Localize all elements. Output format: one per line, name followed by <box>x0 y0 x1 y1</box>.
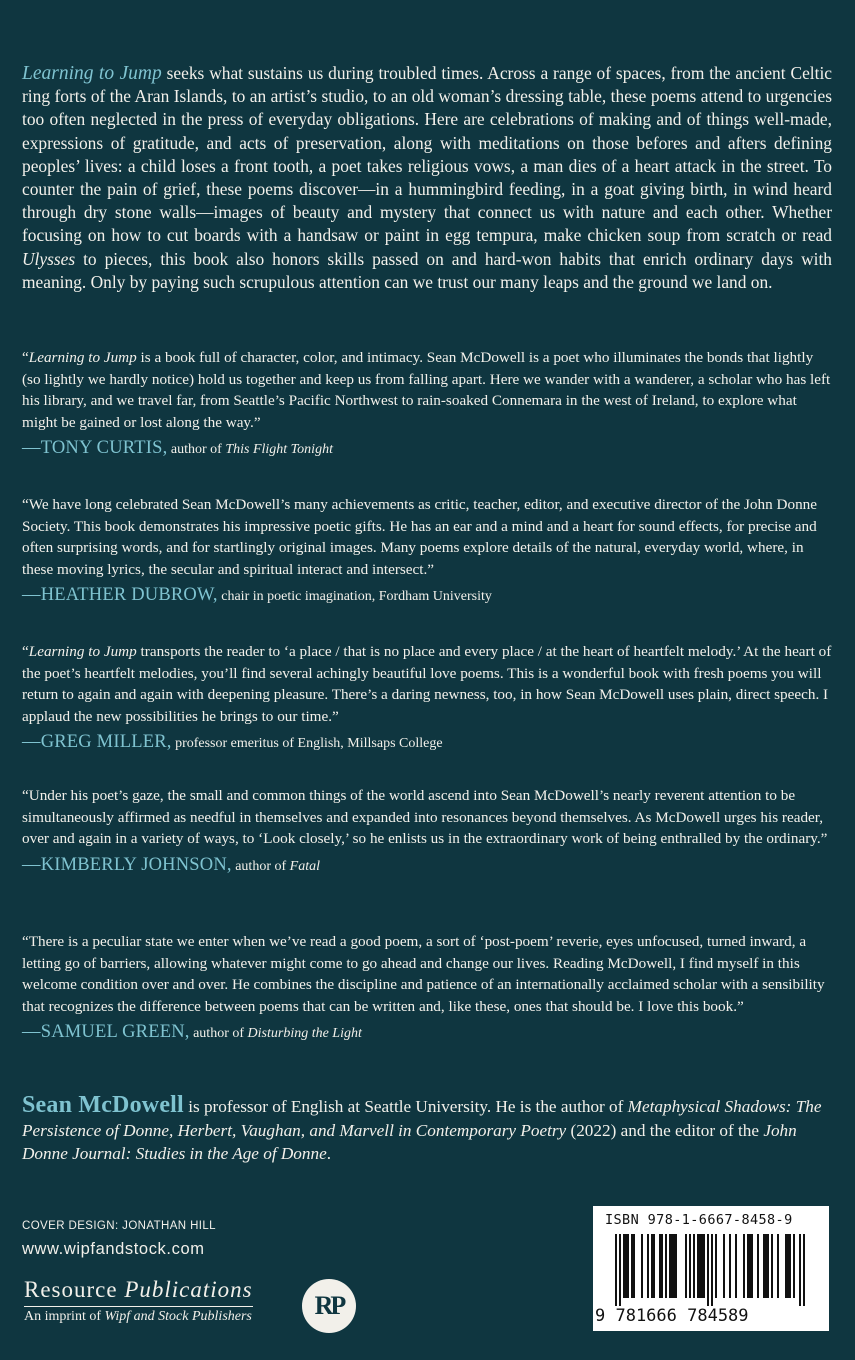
publisher-name-a: Resource <box>24 1277 125 1302</box>
reviewer-name: —HEATHER DUBROW, <box>22 585 218 606</box>
bio-work-1: Metaphysical Shadows: The Persistence of Donne, Herbert, Vaughan, and Marvell in Contemporary Poetry <box>22 1097 822 1140</box>
barcode-bar <box>647 1234 649 1298</box>
reviewer-role: chair in poetic imagination, Fordham University <box>217 589 492 605</box>
review-attribution <box>22 585 832 608</box>
barcode-bar <box>803 1234 805 1306</box>
publisher-block <box>24 1277 253 1325</box>
publisher-name <box>24 1277 253 1307</box>
review-quote <box>22 641 832 727</box>
barcode-bars <box>603 1234 819 1306</box>
barcode-bar <box>661 1234 663 1298</box>
quote-open: “ <box>22 349 29 366</box>
review-samuel-green <box>22 931 832 1045</box>
barcode-bar <box>675 1234 677 1298</box>
barcode-bar <box>633 1234 635 1298</box>
barcode-bar <box>615 1234 617 1306</box>
barcode-bar <box>757 1234 759 1298</box>
barcode-bar <box>669 1234 671 1298</box>
review-tony-curtis <box>22 347 832 461</box>
barcode-bar <box>765 1234 767 1298</box>
review-attribution <box>22 1022 832 1045</box>
barcode-bar <box>671 1234 673 1298</box>
barcode-bar <box>631 1234 633 1298</box>
quote-text: transports the reader to ‘a place / that is no place and every place / at the heart of heartfelt melody.’ At the heart of the poet’s heartfelt melodies, you’ll find several achingly beautiful love poems. This is a wonderful book with fresh poems you will return to again and again with deepening pleasure. There’s a daring newness, too, in how Sean McDowell uses plain, direct speech. I applaud the new possibilities he brings to our time.” <box>22 643 832 725</box>
quote-book-title: Learning to Jump <box>28 349 137 366</box>
reviewer-role: author of <box>231 858 290 874</box>
isbn-label: ISBN 978-1-6667-8458-9 <box>605 1212 793 1228</box>
review-quote <box>22 785 832 850</box>
author-name: Sean McDowell <box>22 1092 184 1118</box>
imprint-text: An imprint of <box>24 1309 105 1324</box>
barcode-bar <box>789 1234 791 1298</box>
barcode-bar <box>641 1234 643 1298</box>
cover-design-credit: COVER DESIGN: JONATHAN HILL <box>22 1220 216 1232</box>
barcode-bar <box>707 1234 709 1306</box>
bio-text-1: is professor of English at Seattle University. He is the author of <box>183 1097 628 1116</box>
reviewer-name: —KIMBERLY JOHNSON, <box>22 854 232 875</box>
barcode-bar <box>771 1234 773 1298</box>
blurb-text-1: seeks what sustains us during troubled times. Across a range of spaces, from the ancient Celtic ring forts of the Aran Islands, to an artist’s studio, to an old woman’s dressing table, these poems attend to urgencies too often neglected in the press of everyday obligations. Here are celebrations of making and of things well-made, expressions of gratitude, and acts of preservation, along with meditations on those befores and afters defining peoples’ lives: a child loses a front tooth, a poet takes religious vows, a man dies of a heart attack in the street. To counter the pain of grief, these poems discover—in a hummingbird feeding, in a goat giving birth, in wind heard through dry stone walls—images of beauty and mystery that connect us with nature and each other. Whether focusing on how to cut boards with a handsaw or paint in egg tempura, make chicken soup from scratch or read <box>22 63 832 246</box>
reviewer-role: author of <box>189 1026 248 1042</box>
bio-text-2: (2022) and the editor of the <box>566 1120 764 1140</box>
ean-digits: 9 781666 784589 <box>595 1306 749 1326</box>
publisher-logo-icon: RP <box>302 1279 356 1333</box>
review-heather-dubrow <box>22 494 832 608</box>
reviewer-work: This Flight Tonight <box>225 442 333 458</box>
bio-text-3: . <box>326 1144 332 1163</box>
review-quote <box>22 494 832 580</box>
blurb-ulysses: Ulysses <box>22 248 76 269</box>
barcode-bar <box>785 1234 787 1298</box>
barcode-bar <box>673 1234 675 1298</box>
barcode-bar <box>787 1234 789 1298</box>
barcode-bar <box>763 1234 765 1298</box>
barcode-bar <box>697 1234 699 1298</box>
barcode-bar <box>701 1234 703 1298</box>
quote-text: “We have long celebrated Sean McDowell’s many achievements as critic, teacher, editor, and executive director of the John Donne Society. This book demonstrates his impressive poetic gifts. He has an ear and a mind and a heart for sound effects, for precise and often surprising words, and for startlingly original images. Many poems explore details of the natural, everyday world, where, in these moving lyrics, the secular and spiritual interact and intersect.” <box>22 496 818 578</box>
barcode-bar <box>747 1234 749 1298</box>
barcode-bar <box>693 1234 695 1298</box>
quote-text: “Under his poet’s gaze, the small and common things of the world ascend into Sean McDowell’s nearly reverent attention to be simultaneously affirmed as needful in themselves and expanded into resonances beyond themselves. As McDowell urges his reader, over and again in a variety of ways, to ‘Look closely,’ so he enlists us in the extraordinary work of being enthralled by the ordinary.” <box>22 787 828 848</box>
barcode-bar <box>767 1234 769 1298</box>
publisher-website: www.wipfandstock.com <box>22 1240 205 1258</box>
barcode-bar <box>715 1234 717 1298</box>
blurb-text-2: to pieces, this book also honors skills passed on and hard-won habits that enrich ordinary days with meaning. Only by paying such scrupulous attention can we trust our many leaps and the ground we land on. <box>22 248 832 292</box>
review-attribution <box>22 855 832 878</box>
barcode-bar <box>653 1234 655 1298</box>
barcode-bar <box>793 1234 795 1298</box>
review-quote <box>22 931 832 1017</box>
reviewer-work: Fatal <box>289 858 320 874</box>
quote-text: is a book full of character, color, and intimacy. Sean McDowell is a poet who illuminates the bonds that lightly (so lightly we hardly notice) hold us together and keep us from falling apart. Here we wander with a wanderer, a scholar who has left his library, and we travel far, from Seattle’s Pacific Northwest to rain-soaked Connemara in the west of Ireland, to explore what might be gained or lost along the way.” <box>22 349 831 431</box>
barcode-bar <box>799 1234 801 1306</box>
isbn-barcode <box>593 1206 829 1331</box>
book-description <box>22 62 832 294</box>
barcode-bar <box>711 1234 713 1306</box>
barcode-bar <box>625 1234 627 1298</box>
barcode-bar <box>743 1234 745 1298</box>
review-greg-miller <box>22 641 832 755</box>
author-bio <box>22 1094 832 1166</box>
review-kimberly-johnson <box>22 785 832 877</box>
quote-open: “ <box>22 643 29 660</box>
reviewer-role: professor emeritus of English, Millsaps College <box>171 736 443 752</box>
review-attribution <box>22 732 832 755</box>
reviewer-name: —GREG MILLER, <box>22 732 172 753</box>
quote-text: “There is a peculiar state we enter when we’ve read a good poem, a sort of ‘post-poem’ reverie, eyes unfocused, turned inward, a letting go of barriers, allowing whatever might come to go ahead and change our lives. Reading McDowell, I find myself in this welcome condition over and over. He combines the discipline and patience of an internationally acclaimed scholar with a sensibility that recognizes the difference between poems that can be written and, like these, ones that should be. I love this book.” <box>22 933 825 1015</box>
barcode-bar <box>749 1234 751 1298</box>
review-quote <box>22 347 832 433</box>
barcode-bar <box>665 1234 667 1298</box>
reviewer-name: —SAMUEL GREEN, <box>22 1022 190 1043</box>
barcode-bar <box>723 1234 725 1298</box>
barcode-bar <box>685 1234 687 1298</box>
reviewer-work: Disturbing the Light <box>247 1026 362 1042</box>
review-attribution <box>22 438 832 461</box>
barcode-bar <box>735 1234 737 1298</box>
publisher-name-b: Publications <box>124 1277 253 1302</box>
reviewer-role: author of <box>167 442 226 458</box>
barcode-bar <box>627 1234 629 1298</box>
barcode-bar <box>777 1234 779 1298</box>
barcode-bar <box>699 1234 701 1298</box>
barcode-bar <box>651 1234 653 1298</box>
barcode-bar <box>689 1234 691 1298</box>
barcode-bar <box>703 1234 705 1298</box>
barcode-bar <box>729 1234 731 1298</box>
imprint-publisher: Wipf and Stock Publishers <box>104 1309 252 1324</box>
bio-work-2: John Donne Journal: Studies in the Age of Donne <box>22 1120 797 1163</box>
blurb-book-title: Learning to Jump <box>22 63 162 84</box>
barcode-bar <box>623 1234 625 1298</box>
barcode-bar <box>619 1234 621 1306</box>
reviewer-name: —TONY CURTIS, <box>22 438 168 459</box>
barcode-bar <box>659 1234 661 1298</box>
barcode-bar <box>751 1234 753 1298</box>
quote-book-title: Learning to Jump <box>28 643 137 660</box>
publisher-imprint <box>24 1309 253 1325</box>
